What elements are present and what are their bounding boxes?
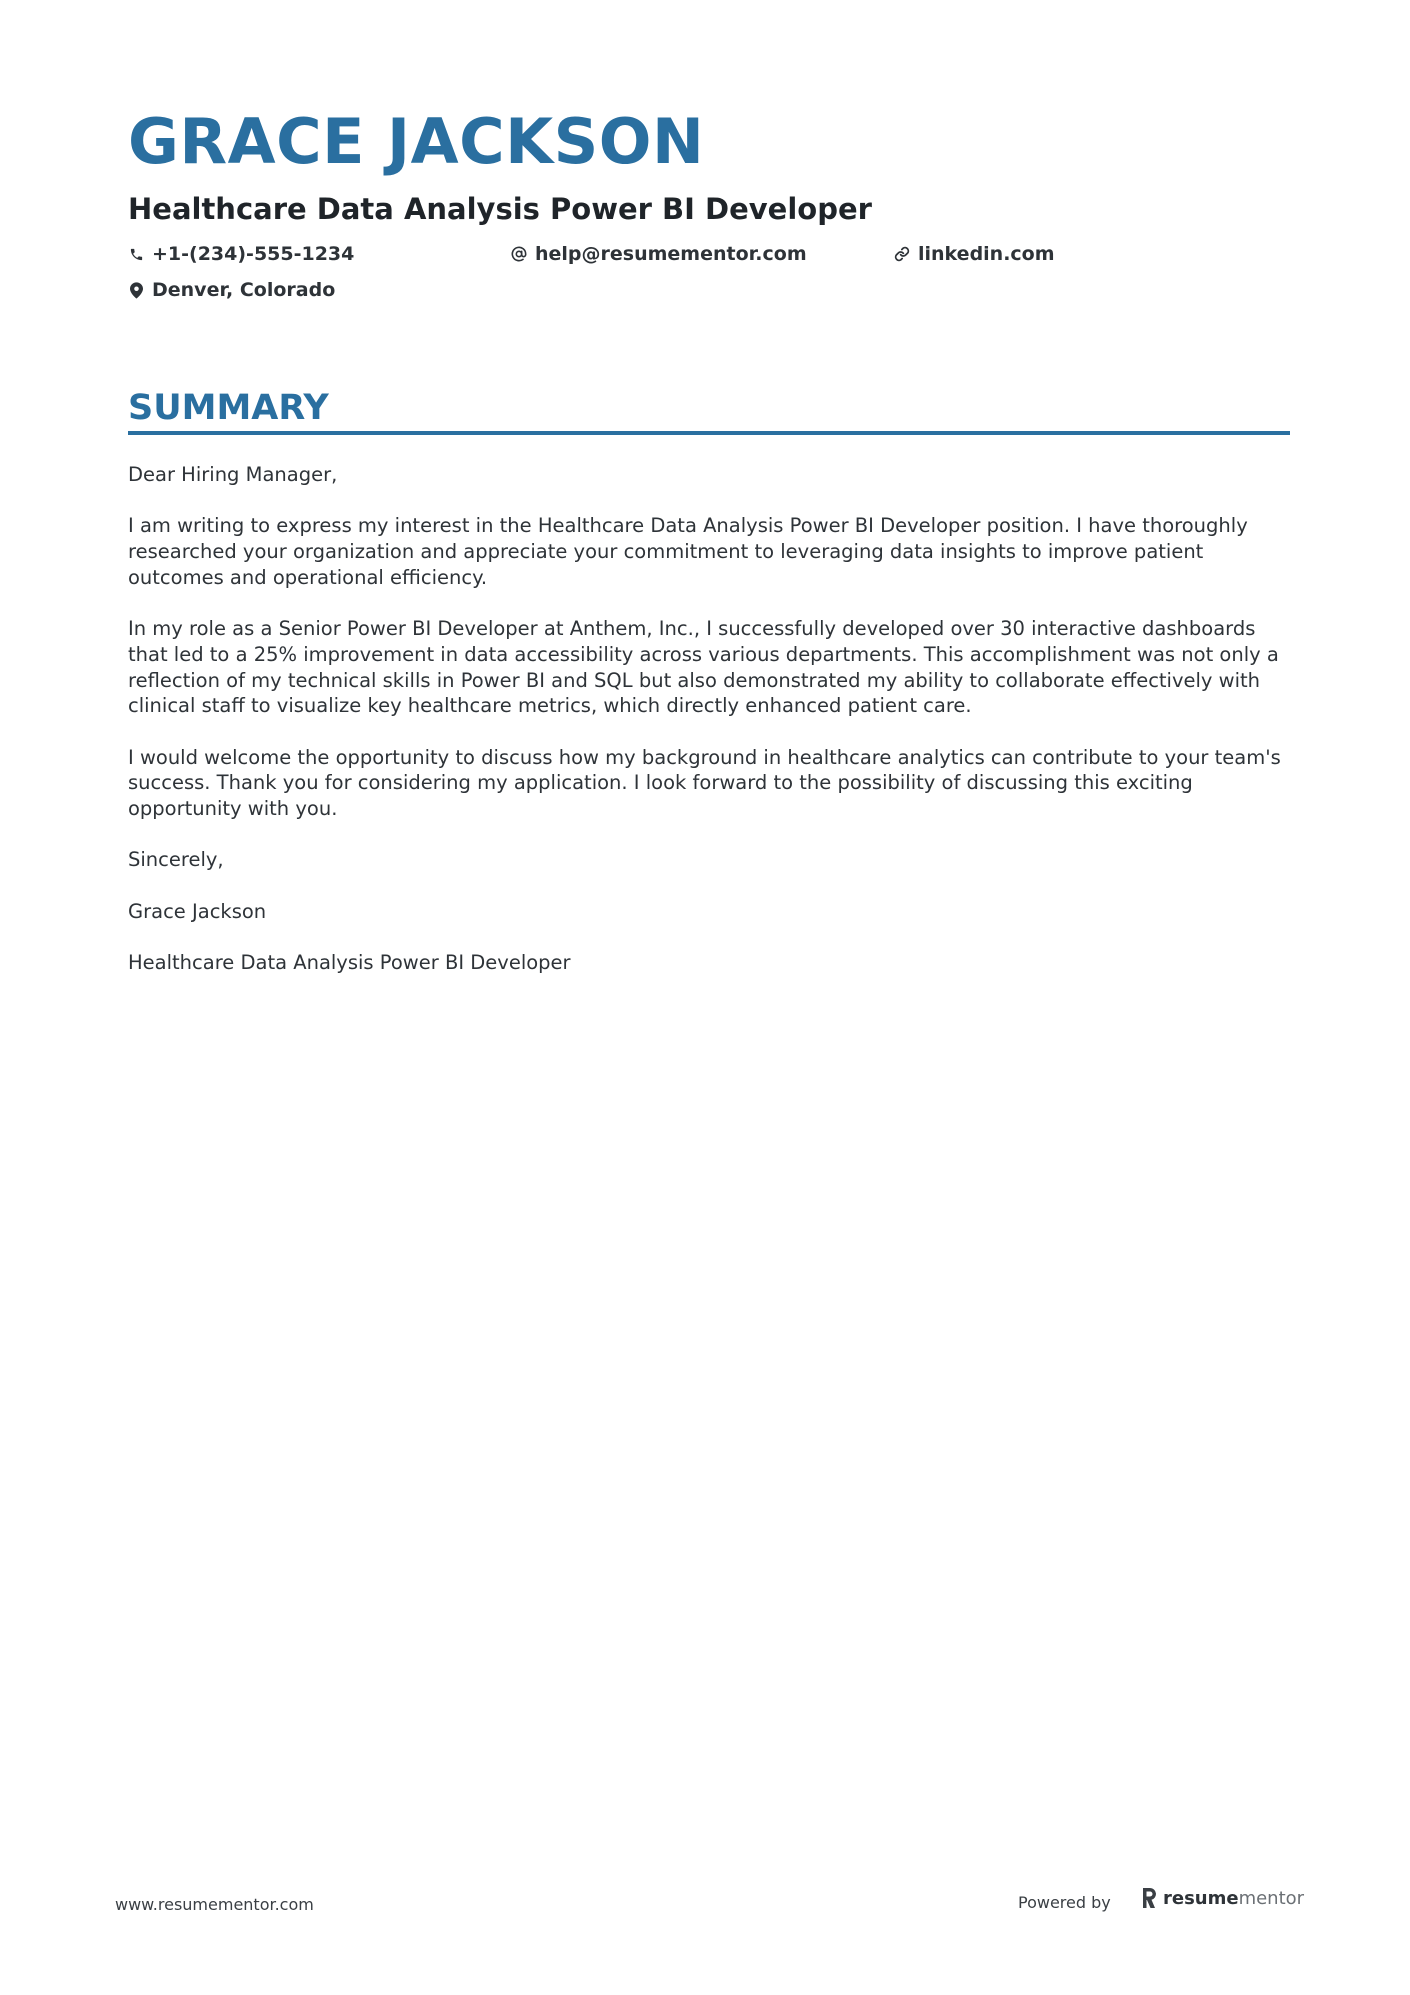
brand-mark-icon [1141, 1887, 1157, 1909]
salutation: Dear Hiring Manager, [128, 463, 338, 486]
letter-paragraph: I am writing to express my interest in the Healthcare Data Analysis Power BI Developer position. I have thoroughly researched your organization and appreciate your commitment to leveraging data insights to improve patient outcomes and operational efficiency. [128, 514, 1248, 589]
candidate-job-title: Healthcare Data Analysis Power BI Developer [128, 192, 872, 226]
brand-name-light: mentor [1238, 1887, 1305, 1909]
contact-website-text[interactable]: linkedin.com [918, 243, 1055, 265]
footer-url[interactable]: www.resumementor.com [115, 1895, 314, 1914]
contact-location-text: Denver, Colorado [152, 279, 336, 301]
signature-title: Healthcare Data Analysis Power BI Developer [128, 951, 571, 975]
candidate-name: GRACE JACKSON [128, 105, 705, 178]
contact-location [128, 279, 335, 301]
brand-name-bold: resume [1163, 1887, 1239, 1909]
signature-name: Grace Jackson [128, 899, 267, 923]
closing: Sincerely, [128, 848, 224, 872]
letter-paragraph: I would welcome the opportunity to discuss how my background in healthcare analytics can contribute to your team's success. Thank you for considering my application. I look forward to the possibility of discussing this exciting opportunity with you. [128, 745, 1281, 821]
contact-email-text[interactable]: help@resumementor.com [535, 243, 807, 265]
phone-icon [128, 245, 144, 263]
map-pin-icon [128, 281, 144, 299]
brand-name [1163, 1888, 1304, 1909]
contact-website [894, 243, 1055, 265]
contact-phone [128, 243, 354, 265]
at-sign-icon [511, 245, 527, 263]
summary-heading: SUMMARY [128, 388, 329, 428]
link-icon [894, 245, 910, 263]
contact-phone-text: +1-(234)-555-1234 [152, 243, 355, 265]
brand-logo[interactable] [1141, 1887, 1304, 1909]
section-divider [128, 431, 1290, 435]
contact-email [511, 243, 807, 265]
powered-by-label: Powered by [1018, 1893, 1111, 1912]
letter-body [128, 462, 1290, 1002]
letter-paragraph: In my role as a Senior Power BI Developer at Anthem, Inc., I successfully developed over 30 interactive dashboards that led to a 25% improvement in data accessibility across various departments. This accomplishment was not only a reflection of my technical skills in Power BI and SQL but also demonstrated my ability to collaborate effectively with clinical staff to visualize key healthcare metrics, which directly enhanced patient care. [128, 617, 1279, 718]
